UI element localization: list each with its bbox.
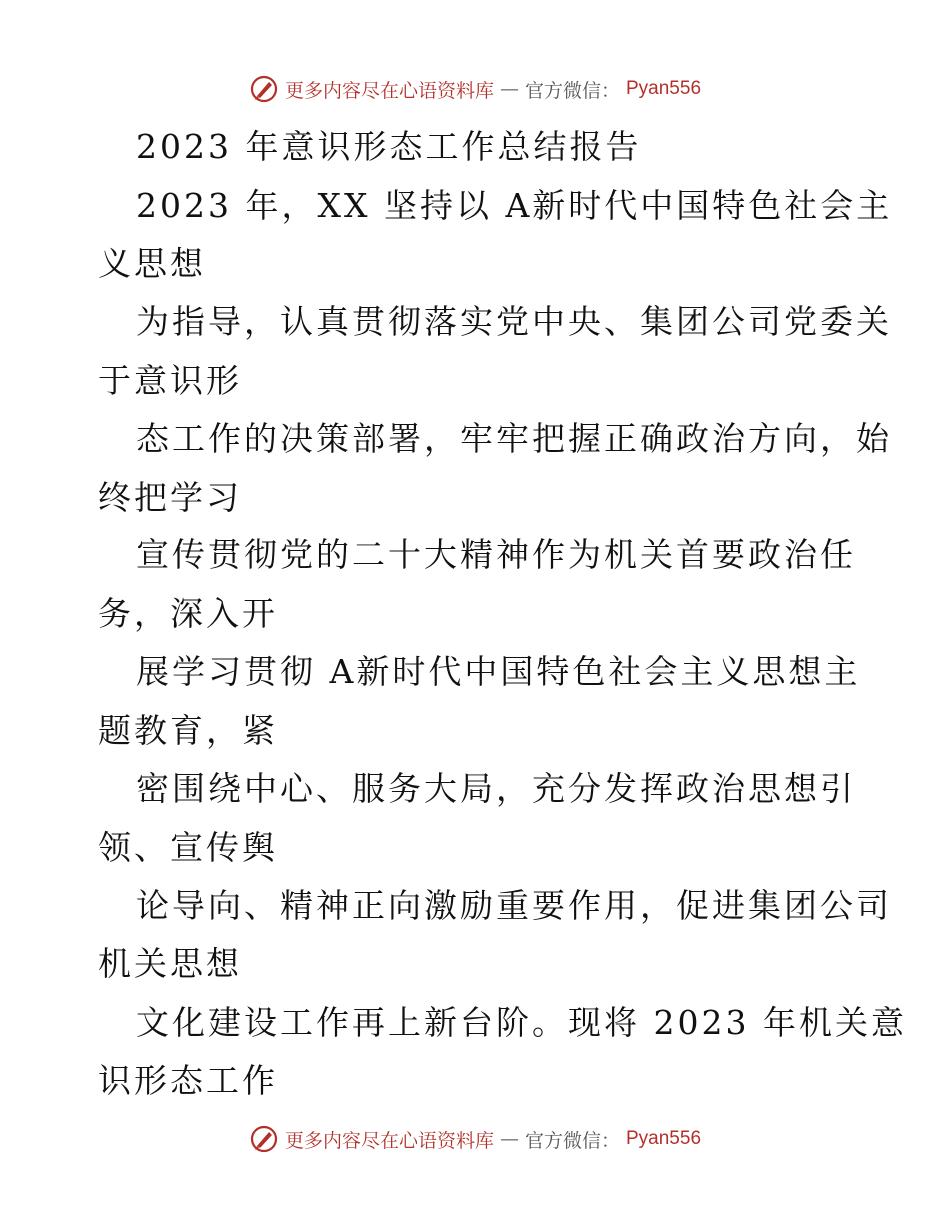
paragraph-line: 题教育，紧 bbox=[98, 711, 278, 750]
paragraph-line: 展学习贯彻 A新时代中国特色社会主义思想主 bbox=[136, 652, 861, 691]
paragraph-line: 终把学习 bbox=[98, 478, 242, 517]
paragraph-line: 务，深入开 bbox=[98, 594, 278, 633]
paragraph-line: 论导向、精神正向激励重要作用，促进集团公司 bbox=[136, 886, 892, 925]
document-title: 2023 年意识形态工作总结报告 bbox=[136, 127, 642, 166]
paragraph-line: 于意识形 bbox=[98, 361, 242, 400]
footer-watermark-banner bbox=[0, 1124, 950, 1154]
banner-wechat-label: 官方微信： bbox=[524, 79, 620, 102]
paragraph-line: 宣传贯彻党的二十大精神作为机关首要政治任 bbox=[136, 535, 856, 574]
paragraph-line: 密围绕中心、服务大局，充分发挥政治思想引 bbox=[136, 769, 856, 808]
paragraph-line: 为指导，认真贯彻落实党中央、集团公司党委关 bbox=[136, 302, 892, 341]
paragraph-line: 义思想 bbox=[98, 244, 206, 283]
banner-text: 更多内容尽在心语资料库 bbox=[284, 1129, 494, 1152]
paragraph-line: 领、宣传舆 bbox=[98, 828, 278, 867]
paragraph-line: 文化建设工作再上新台阶。现将 2023 年机关意 bbox=[136, 1003, 907, 1042]
banner-wechat-id: Pyan556 bbox=[626, 1128, 702, 1149]
paragraph-line: 2023 年，XX 坚持以 A新时代中国特色社会主 bbox=[136, 186, 893, 225]
header-watermark-banner bbox=[0, 74, 950, 104]
quill-pen-logo-icon bbox=[249, 74, 279, 104]
banner-separator: — bbox=[499, 1128, 519, 1150]
quill-pen-logo-icon bbox=[249, 1124, 279, 1154]
paragraph-line: 态工作的决策部署，牢牢把握正确政治方向，始 bbox=[136, 419, 892, 458]
banner-wechat-id: Pyan556 bbox=[626, 78, 702, 99]
banner-separator: — bbox=[499, 78, 519, 100]
paragraph-line: 机关思想 bbox=[98, 944, 242, 983]
paragraph-line: 识形态工作 bbox=[98, 1061, 278, 1100]
banner-text: 更多内容尽在心语资料库 bbox=[284, 79, 494, 102]
banner-wechat-label: 官方微信： bbox=[524, 1129, 620, 1152]
